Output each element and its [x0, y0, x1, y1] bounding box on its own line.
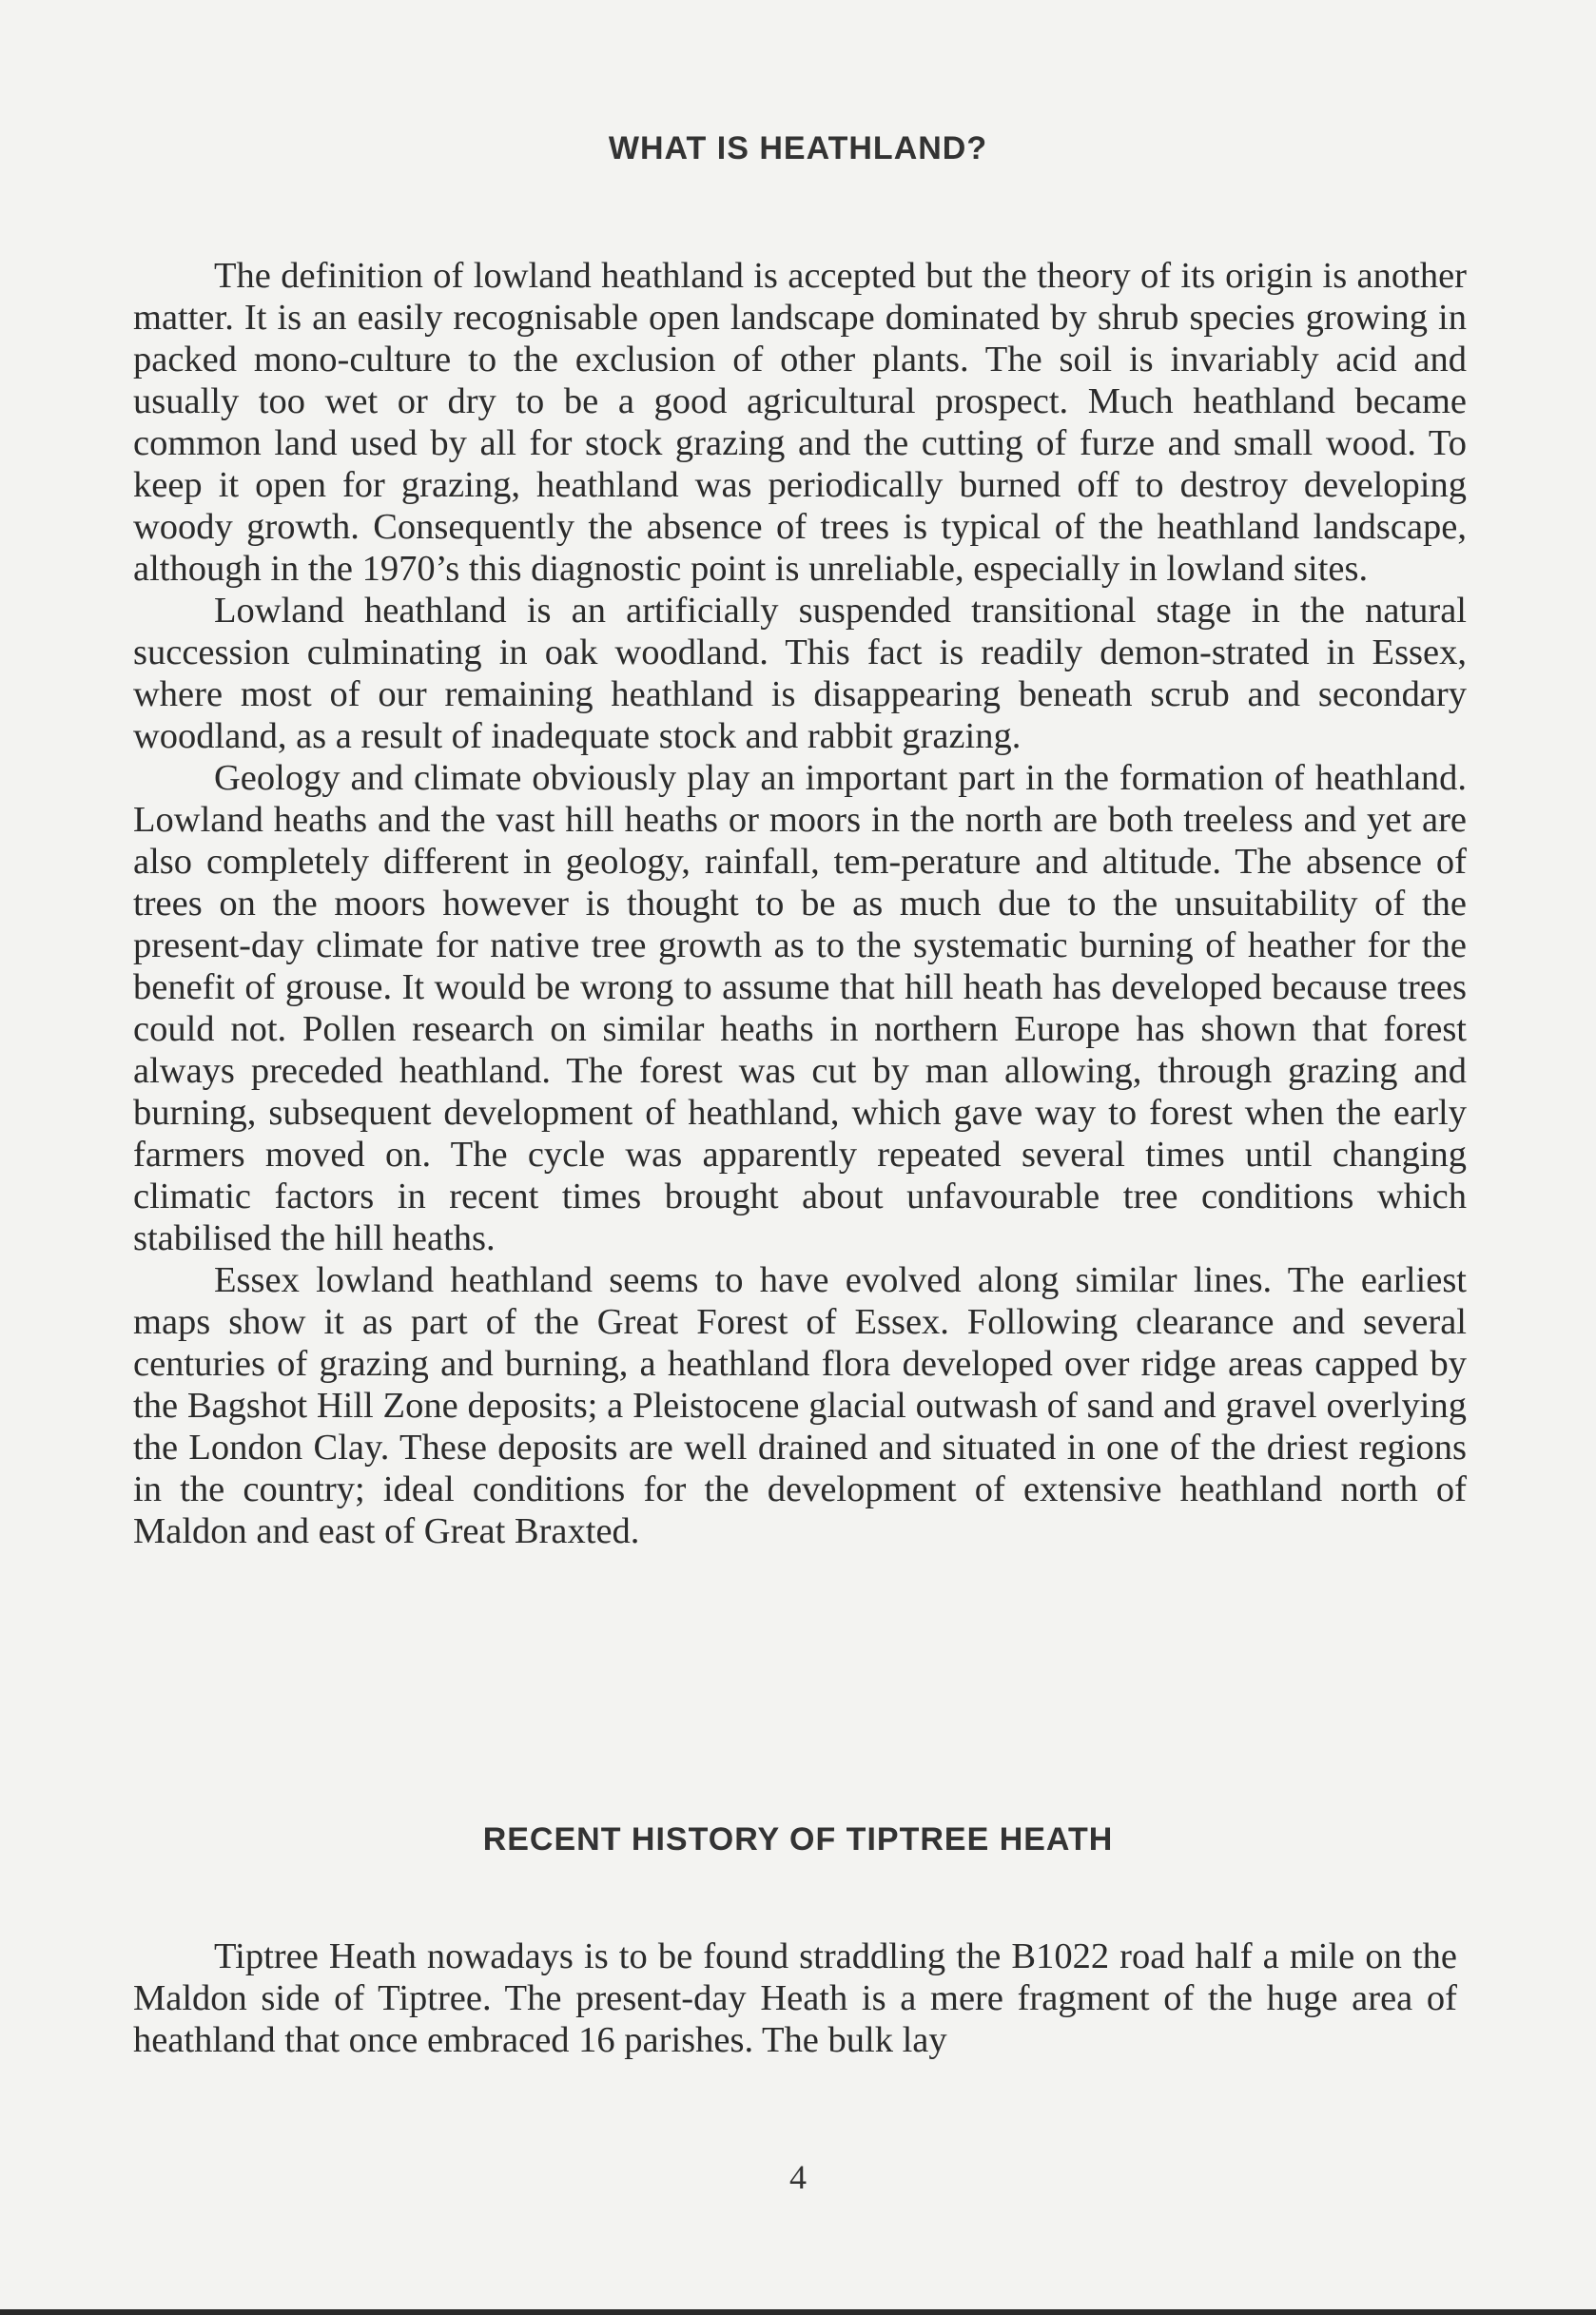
scan-edge-divider	[0, 2309, 1596, 2315]
paragraph-tiptree-heath: Tiptree Heath nowadays is to be found straddling the B1022 road half a mile on the Maldon side of Tiptree. The present-day Heath is a mere fragment of the huge area of heathland that once embraced 16 parishes. The bulk lay	[133, 1936, 1457, 2060]
paragraph-essex-lowland: Essex lowland heathland seems to have evolved along similar lines. The earliest maps show it as part of the Great Forest of Essex. Following clearance and several centuries of grazing and burning, a heathland flora developed over ridge areas capped by the Bagshot Hill Zone deposits; a Pleistocene glacial outwash of sand and gravel overlying the London Clay. These deposits are well drained and situated in one of the driest regions in the country; ideal conditions for the development of extensive heathland north of Maldon and east of Great Braxted.	[133, 1260, 1467, 1551]
page-number: 4	[789, 2158, 807, 2196]
section-heading-recent-history: RECENT HISTORY OF TIPTREE HEATH	[482, 1821, 1114, 1858]
section-heading-what-is-heathland: WHAT IS HEATHLAND?	[608, 130, 988, 166]
section-what-is-heathland	[133, 255, 1467, 1552]
paragraph-transitional-stage: Lowland heathland is an artificially suspended transitional stage in the natural succession culminating in oak woodland. This fact is readily demon-strated in Essex, where most of our remaining heathland is disappearing beneath scrub and secondary woodland, as a result of inadequate stock and rabbit grazing.	[133, 591, 1467, 756]
section-recent-history	[133, 1936, 1457, 2061]
paragraph-geology-climate: Geology and climate obviously play an important part in the formation of heathland. Lowland heaths and the vast hill heaths or moors in the north are both treeless and yet are also completely different in geology, rainfall, tem-perature and altitude. The absence of trees on the moors however is thought to be as much due to the unsuitability of the present-day climate for native tree growth as to the systematic burning of heather for the benefit of grouse. It would be wrong to assume that hill heath has developed because trees could not. Pollen research on similar heaths in northern Europe has shown that forest always preceded heathland. The forest was cut by man allowing, through grazing and burning, subsequent development of heathland, which gave way to forest when the early farmers moved on. The cycle was apparently repeated several times until changing climatic factors in recent times brought about unfavourable tree conditions which stabilised the hill heaths.	[133, 758, 1467, 1258]
paragraph-definition: The definition of lowland heathland is accepted but the theory of its origin is another matter. It is an easily recognisable open landscape dominated by shrub species growing in packed mono-culture to the exclusion of other plants. The soil is invariably acid and usually too wet or dry to be a good agricultural prospect. Much heathland became common land used by all for stock grazing and the cutting of furze and small wood. To keep it open for grazing, heathland was periodically burned off to destroy developing woody growth. Consequently the absence of trees is typical of the heathland landscape, although in the 1970’s this diagnostic point is unreliable, especially in lowland sites.	[133, 256, 1467, 589]
